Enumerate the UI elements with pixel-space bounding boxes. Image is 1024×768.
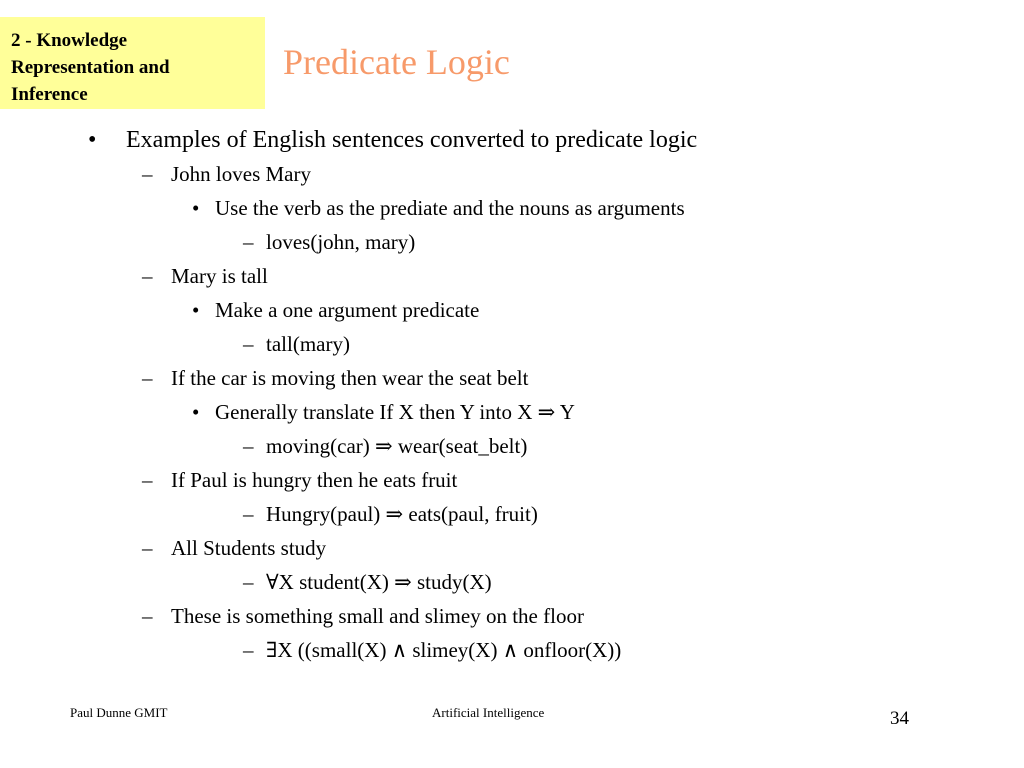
dash-marker: – — [142, 604, 153, 628]
bullet-text: moving(car) ⇒ wear(seat_belt) — [266, 434, 528, 458]
bullet-text: Make a one argument predicate — [215, 298, 480, 322]
bullet-marker: • — [192, 400, 200, 424]
dash-marker: – — [243, 638, 254, 662]
bullet-text: Examples of English sentences converted to predicate logic — [126, 127, 698, 153]
bullet-text: ∀X student(X) ⇒ study(X) — [266, 570, 492, 594]
bullet-text: loves(john, mary) — [266, 230, 416, 254]
bullet-text: Hungry(paul) ⇒ eats(paul, fruit) — [266, 502, 538, 526]
bullet-marker: • — [192, 298, 200, 322]
dash-marker: – — [243, 434, 254, 458]
dash-marker: – — [142, 468, 153, 492]
dash-marker: – — [142, 536, 153, 560]
dash-marker: – — [142, 162, 153, 186]
bullet-text: tall(mary) — [266, 332, 350, 356]
footer-author: Paul Dunne GMIT — [70, 705, 168, 720]
dash-marker: – — [142, 264, 153, 288]
chapter-label-line: Inference — [11, 84, 88, 105]
bullet-text: John loves Mary — [171, 162, 311, 186]
page-number: 34 — [890, 708, 909, 729]
dash-marker: – — [243, 502, 254, 526]
bullet-text: Mary is tall — [171, 264, 268, 288]
bullet-text: Generally translate If X then Y into X ⇒ Y — [215, 400, 575, 424]
dash-marker: – — [243, 230, 254, 254]
footer-course: Artificial Intelligence — [432, 705, 545, 720]
bullet-text: ∃X ((small(X) ∧ slimey(X) ∧ onfloor(X)) — [266, 638, 622, 662]
dash-marker: – — [243, 570, 254, 594]
bullet-marker: • — [192, 196, 200, 220]
bullet-text: These is something small and slimey on the floor — [171, 604, 584, 628]
chapter-label-line: 2 - Knowledge — [11, 30, 128, 51]
slide-title: Predicate Logic — [283, 42, 510, 82]
bullet-text: If Paul is hungry then he eats fruit — [171, 468, 458, 492]
bullet-text: If the car is moving then wear the seat belt — [171, 366, 529, 390]
bullet-text: All Students study — [171, 536, 327, 560]
bullet-text: Use the verb as the prediate and the nouns as arguments — [215, 196, 685, 220]
bullet-marker: • — [88, 127, 97, 153]
dash-marker: – — [243, 332, 254, 356]
chapter-label-line: Representation and — [11, 57, 170, 78]
dash-marker: – — [142, 366, 153, 390]
